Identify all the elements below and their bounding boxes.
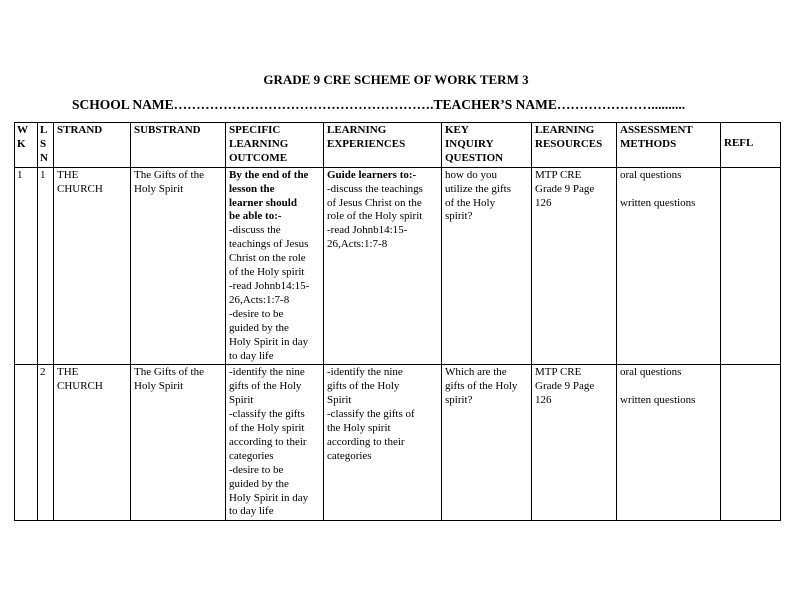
school-teacher-line: SCHOOL NAME………………………………………………….TEACHER’S NAME………………….......... <box>72 97 686 112</box>
header-refl: REFL <box>721 123 781 168</box>
cell-outcome: -identify the nine gifts of the Holy Spirit -classify the gifts of the Holy spirit according to their categories -desire to be guided by the Holy Spirit in day to day life <box>226 365 324 521</box>
cell-resources: MTP CRE Grade 9 Page 126 <box>532 167 617 365</box>
cell-substrand: The Gifts of the Holy Spirit <box>131 365 226 521</box>
header-resources: LEARNING RESOURCES <box>532 123 617 168</box>
table-row <box>15 167 781 365</box>
cell-strand: THE CHURCH <box>54 167 131 365</box>
header-question: KEY INQUIRY QUESTION <box>442 123 532 168</box>
cell-assessment: oral questions written questions <box>617 365 721 521</box>
cell-wk <box>15 365 38 521</box>
scheme-of-work-table <box>14 122 781 521</box>
cell-refl <box>721 365 781 521</box>
document-title: GRADE 9 CRE SCHEME OF WORK TERM 3 <box>263 72 529 87</box>
header-experiences: LEARNING EXPERIENCES <box>324 123 442 168</box>
header-lsn: L S N <box>38 123 54 168</box>
cell-assessment: oral questions written questions <box>617 167 721 365</box>
table-header-row <box>15 123 781 168</box>
cell-outcome: By the end of the lesson the learner should be able to:- -discuss the teachings of Jesus Christ on the role of the Holy spirit -read Johnb14:15- 26,Acts:1:7-8 -desire to be guided by the Holy Spirit in day to day life <box>226 167 324 365</box>
header-wk: W K <box>15 123 38 168</box>
header-outcome: SPECIFIC LEARNING OUTCOME <box>226 123 324 168</box>
cell-wk: 1 <box>15 167 38 365</box>
cell-question: how do you utilize the gifts of the Holy spirit? <box>442 167 532 365</box>
cell-strand: THE CHURCH <box>54 365 131 521</box>
cell-question: Which are the gifts of the Holy spirit? <box>442 365 532 521</box>
cell-resources: MTP CRE Grade 9 Page 126 <box>532 365 617 521</box>
cell-lsn: 2 <box>38 365 54 521</box>
cell-experiences: Guide learners to:- -discuss the teachings of Jesus Christ on the role of the Holy spirit -read Johnb14:15- 26,Acts:1:7-8 <box>324 167 442 365</box>
cell-substrand: The Gifts of the Holy Spirit <box>131 167 226 365</box>
cell-experiences: -identify the nine gifts of the Holy Spirit -classify the gifts of the Holy spirit according to their categories <box>324 365 442 521</box>
table-row <box>15 365 781 521</box>
header-assessment: ASSESSMENT METHODS <box>617 123 721 168</box>
cell-refl <box>721 167 781 365</box>
header-substrand: SUBSTRAND <box>131 123 226 168</box>
cell-lsn: 1 <box>38 167 54 365</box>
header-strand: STRAND <box>54 123 131 168</box>
